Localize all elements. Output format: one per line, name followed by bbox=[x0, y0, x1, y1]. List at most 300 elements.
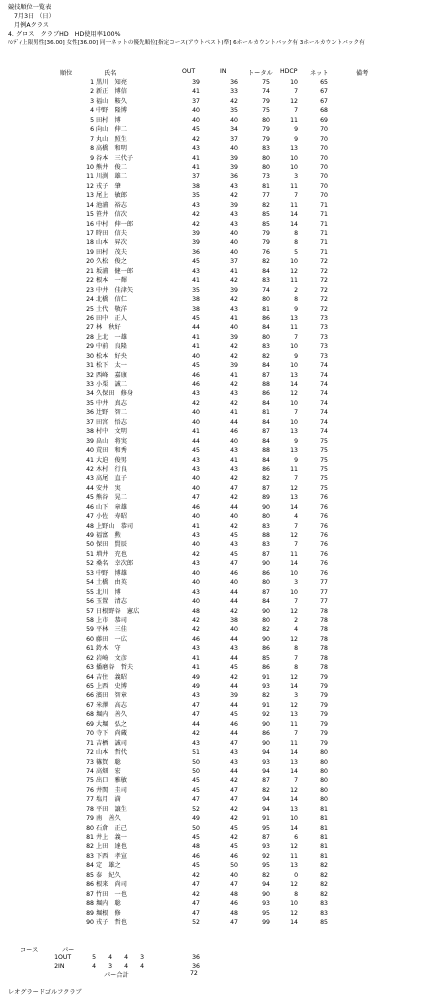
cell-net: 80 bbox=[320, 786, 328, 794]
cell-total: 75 bbox=[262, 107, 270, 115]
cell-name: 田中 正人 bbox=[96, 314, 127, 322]
cell-out: 46 bbox=[192, 381, 200, 388]
table-row bbox=[0, 625, 436, 634]
cell-name: 高橋 和明 bbox=[96, 145, 127, 153]
cell-in: 43 bbox=[230, 447, 238, 455]
cell-out: 42 bbox=[192, 730, 200, 738]
cell-name: 篠賀 聡 bbox=[96, 758, 121, 766]
cell-name: 増井 充也 bbox=[96, 550, 127, 558]
cell-hdcp: 10 bbox=[290, 79, 298, 86]
cell-in: 44 bbox=[230, 598, 238, 606]
course-name: IN bbox=[58, 963, 65, 970]
table-row bbox=[0, 87, 436, 96]
cell-net: 78 bbox=[320, 654, 328, 662]
cell-total: 86 bbox=[262, 390, 270, 398]
cell-name: 高畑 宏 bbox=[96, 767, 121, 775]
cell-hdcp: 7 bbox=[294, 730, 298, 738]
cell-out: 47 bbox=[192, 701, 200, 709]
cell-out: 42 bbox=[192, 890, 200, 898]
cell-hdcp: 12 bbox=[290, 532, 298, 539]
cell-net: 82 bbox=[320, 890, 328, 898]
course-sum: 36 bbox=[192, 963, 200, 970]
cell-name: 堀根 修 bbox=[96, 909, 121, 917]
cell-total: 73 bbox=[262, 173, 270, 181]
cell-in: 46 bbox=[230, 428, 238, 436]
cell-hdcp: 12 bbox=[290, 881, 298, 889]
table-row bbox=[0, 663, 436, 672]
class-name: 月例Aクラス bbox=[14, 22, 49, 29]
cell-net: 70 bbox=[320, 154, 328, 162]
table-row bbox=[0, 446, 436, 455]
cell-rank: 15 bbox=[86, 211, 94, 219]
cell-name: 中野 博雄 bbox=[96, 569, 127, 577]
cell-out: 38 bbox=[192, 296, 200, 304]
cell-hdcp: 10 bbox=[290, 815, 298, 823]
cell-rank: 1 bbox=[90, 79, 94, 86]
cell-out: 50 bbox=[192, 767, 200, 775]
cell-out: 40 bbox=[192, 579, 200, 587]
cell-hdcp: 7 bbox=[294, 409, 298, 417]
cell-total: 82 bbox=[262, 352, 270, 360]
cell-out: 43 bbox=[192, 645, 200, 653]
cell-rank: 52 bbox=[86, 560, 94, 568]
cell-rank: 68 bbox=[86, 711, 94, 719]
cell-out: 42 bbox=[192, 211, 200, 219]
table-row bbox=[0, 531, 436, 540]
cell-name: 吉栖 誠司 bbox=[96, 739, 127, 747]
cell-hdcp: 14 bbox=[290, 918, 298, 926]
cell-rank: 34 bbox=[86, 390, 94, 398]
cell-out: 44 bbox=[192, 720, 200, 728]
table-row bbox=[0, 824, 436, 833]
cell-name: 岩崎 文彦 bbox=[96, 654, 127, 662]
cell-hdcp: 14 bbox=[290, 767, 298, 775]
cell-out: 47 bbox=[192, 900, 200, 908]
cell-net: 71 bbox=[320, 248, 328, 256]
cell-out: 43 bbox=[192, 456, 200, 464]
cell-out: 50 bbox=[192, 824, 200, 832]
cell-total: 85 bbox=[262, 211, 270, 219]
cell-rank: 59 bbox=[86, 626, 94, 634]
cell-hdcp: 10 bbox=[290, 569, 298, 577]
cell-in: 47 bbox=[230, 739, 238, 747]
cell-in: 42 bbox=[230, 475, 238, 483]
cell-net: 65 bbox=[320, 79, 328, 86]
cell-hdcp: 7 bbox=[294, 192, 298, 200]
cell-net: 81 bbox=[320, 843, 328, 851]
cell-total: 80 bbox=[262, 296, 270, 304]
cell-total: 93 bbox=[262, 900, 270, 908]
table-row bbox=[0, 861, 436, 870]
cell-net: 72 bbox=[320, 305, 328, 313]
cell-rank: 44 bbox=[86, 484, 94, 492]
cell-name: 藤田 一広 bbox=[96, 635, 127, 643]
table-row bbox=[0, 323, 436, 332]
table-row bbox=[0, 456, 436, 465]
cell-net: 81 bbox=[320, 852, 328, 860]
cell-hdcp: 9 bbox=[294, 126, 298, 134]
cell-out: 50 bbox=[192, 758, 200, 766]
cell-net: 76 bbox=[320, 503, 328, 511]
cell-out: 47 bbox=[192, 711, 200, 719]
cell-net: 73 bbox=[320, 343, 328, 351]
table-row bbox=[0, 720, 436, 729]
cell-name: 西峰 嘉康 bbox=[96, 371, 127, 379]
cell-name: 久松 俊之 bbox=[96, 258, 127, 266]
cell-net: 76 bbox=[320, 532, 328, 539]
cell-rank: 28 bbox=[86, 333, 94, 341]
cell-hdcp: 14 bbox=[290, 381, 298, 388]
cell-name: 寺下 尚蔵 bbox=[96, 730, 127, 738]
cell-hdcp: 8 bbox=[294, 664, 298, 672]
cell-out: 39 bbox=[192, 230, 200, 237]
cell-net: 72 bbox=[320, 267, 328, 275]
table-row bbox=[0, 465, 436, 474]
cell-in: 40 bbox=[230, 437, 238, 445]
table-row bbox=[0, 512, 436, 521]
table-row bbox=[0, 673, 436, 682]
cell-hdcp: 10 bbox=[290, 163, 298, 171]
cell-rank: 74 bbox=[86, 767, 94, 775]
cell-total: 84 bbox=[262, 324, 270, 332]
cell-net: 78 bbox=[320, 664, 328, 672]
cell-net: 82 bbox=[320, 881, 328, 889]
cell-out: 41 bbox=[192, 163, 200, 171]
cell-net: 77 bbox=[320, 588, 328, 596]
cell-in: 43 bbox=[230, 182, 238, 190]
course-p3: 4 bbox=[124, 963, 128, 970]
cell-total: 74 bbox=[262, 88, 270, 96]
cell-hdcp: 11 bbox=[290, 739, 298, 747]
cell-name: 笹井 信次 bbox=[96, 211, 127, 219]
cell-hdcp: 11 bbox=[290, 465, 298, 473]
cell-hdcp: 8 bbox=[294, 239, 298, 247]
cell-net: 79 bbox=[320, 711, 328, 719]
cell-in: 41 bbox=[230, 456, 238, 464]
cell-hdcp: 14 bbox=[290, 220, 298, 228]
cell-in: 44 bbox=[230, 635, 238, 643]
cell-name: 根本 一輝 bbox=[96, 277, 127, 285]
cell-out: 52 bbox=[192, 805, 200, 813]
course-p4: 3 bbox=[140, 954, 144, 961]
cell-total: 79 bbox=[262, 126, 270, 134]
cell-in: 48 bbox=[230, 909, 238, 917]
cell-rank: 7 bbox=[90, 135, 94, 143]
table-row bbox=[0, 644, 436, 653]
cell-net: 80 bbox=[320, 758, 328, 766]
cell-hdcp: 11 bbox=[290, 852, 298, 860]
cell-name: 辻野 智二 bbox=[96, 409, 127, 417]
cell-in: 40 bbox=[230, 145, 238, 153]
cell-name: 泰 紀久 bbox=[96, 871, 121, 879]
table-row bbox=[0, 871, 436, 880]
cell-in: 42 bbox=[230, 805, 238, 813]
cell-name: 鈴木 守 bbox=[96, 645, 121, 653]
cell-in: 42 bbox=[230, 343, 238, 351]
cell-total: 93 bbox=[262, 683, 270, 690]
cell-out: 40 bbox=[192, 107, 200, 115]
cell-total: 80 bbox=[262, 616, 270, 624]
cell-out: 41 bbox=[192, 154, 200, 162]
par-total-value: 72 bbox=[190, 970, 198, 977]
cell-total: 84 bbox=[262, 437, 270, 445]
cell-name: 下西 孝宣 bbox=[96, 852, 127, 860]
table-row bbox=[0, 578, 436, 587]
table-row bbox=[0, 286, 436, 295]
cell-net: 75 bbox=[320, 437, 328, 445]
cell-total: 86 bbox=[262, 730, 270, 738]
cell-net: 76 bbox=[320, 560, 328, 568]
cell-name: 福富 勲 bbox=[96, 532, 121, 539]
cell-total: 88 bbox=[262, 532, 270, 539]
cell-hdcp: 12 bbox=[290, 484, 298, 492]
cell-in: 39 bbox=[230, 362, 238, 370]
table-row bbox=[0, 220, 436, 229]
cell-out: 36 bbox=[192, 248, 200, 256]
par-label: パー bbox=[62, 947, 75, 954]
cell-net: 73 bbox=[320, 333, 328, 341]
cell-out: 40 bbox=[192, 352, 200, 360]
cell-rank: 6 bbox=[90, 126, 94, 134]
cell-net: 74 bbox=[320, 399, 328, 407]
cell-out: 49 bbox=[192, 683, 200, 690]
cell-in: 43 bbox=[230, 758, 238, 766]
cell-name: 南 善久 bbox=[96, 815, 121, 823]
cell-name: 玉置 清志 bbox=[96, 598, 127, 606]
cell-in: 42 bbox=[230, 399, 238, 407]
cell-rank: 43 bbox=[86, 475, 94, 483]
table-row bbox=[0, 909, 436, 918]
cell-out: 38 bbox=[192, 305, 200, 313]
cell-total: 79 bbox=[262, 135, 270, 143]
cell-rank: 80 bbox=[86, 824, 94, 832]
cell-in: 39 bbox=[230, 286, 238, 294]
cell-in: 48 bbox=[230, 890, 238, 898]
cell-in: 45 bbox=[230, 824, 238, 832]
cell-in: 40 bbox=[230, 230, 238, 237]
cell-total: 86 bbox=[262, 569, 270, 577]
cell-total: 85 bbox=[262, 220, 270, 228]
cell-rank: 56 bbox=[86, 598, 94, 606]
cell-name: 木村 行良 bbox=[96, 465, 127, 473]
cell-hdcp: 7 bbox=[294, 777, 298, 785]
table-row bbox=[0, 522, 436, 531]
cell-hdcp: 11 bbox=[290, 182, 298, 190]
cell-rank: 72 bbox=[86, 749, 94, 757]
cell-rank: 63 bbox=[86, 664, 94, 672]
cell-rank: 39 bbox=[86, 437, 94, 445]
cell-hdcp: 5 bbox=[294, 248, 298, 256]
cell-net: 77 bbox=[320, 579, 328, 587]
cell-rank: 32 bbox=[86, 371, 94, 379]
cell-in: 36 bbox=[230, 173, 238, 181]
table-row bbox=[0, 540, 436, 549]
cell-total: 82 bbox=[262, 692, 270, 700]
cell-out: 45 bbox=[192, 314, 200, 322]
table-row bbox=[0, 201, 436, 210]
cell-hdcp: 3 bbox=[294, 579, 298, 587]
course-sum: 36 bbox=[192, 954, 200, 961]
cell-in: 40 bbox=[230, 324, 238, 332]
cell-total: 94 bbox=[262, 881, 270, 889]
cell-hdcp: 13 bbox=[290, 145, 298, 153]
table-row bbox=[0, 276, 436, 285]
cell-out: 43 bbox=[192, 201, 200, 209]
cell-total: 94 bbox=[262, 796, 270, 804]
table-row bbox=[0, 758, 436, 767]
cell-hdcp: 9 bbox=[294, 352, 298, 360]
cell-in: 42 bbox=[230, 97, 238, 105]
table-row bbox=[0, 172, 436, 181]
cell-out: 47 bbox=[192, 881, 200, 889]
cell-name: 北橋 信仁 bbox=[96, 296, 127, 304]
cell-out: 49 bbox=[192, 815, 200, 823]
cell-rank: 88 bbox=[86, 900, 94, 908]
cell-total: 82 bbox=[262, 786, 270, 794]
cell-rank: 23 bbox=[86, 286, 94, 294]
cell-in: 46 bbox=[230, 569, 238, 577]
cell-hdcp: 13 bbox=[290, 447, 298, 455]
table-row bbox=[0, 597, 436, 606]
cell-rank: 65 bbox=[86, 683, 94, 690]
cell-hdcp: 10 bbox=[290, 343, 298, 351]
cell-net: 78 bbox=[320, 626, 328, 634]
cell-net: 79 bbox=[320, 701, 328, 709]
cell-in: 47 bbox=[230, 560, 238, 568]
cell-hdcp: 7 bbox=[294, 333, 298, 341]
cell-net: 78 bbox=[320, 616, 328, 624]
cell-name: 川渕 雄二 bbox=[96, 173, 127, 181]
cell-hdcp: 14 bbox=[290, 683, 298, 690]
table-row bbox=[0, 767, 436, 776]
cell-net: 76 bbox=[320, 522, 328, 530]
cell-rank: 38 bbox=[86, 428, 94, 436]
cell-hdcp: 8 bbox=[294, 296, 298, 304]
cell-hdcp: 11 bbox=[290, 201, 298, 209]
cell-name: 日根野谷 憲広 bbox=[96, 607, 140, 615]
cell-rank: 11 bbox=[86, 173, 94, 181]
cell-name: 黒川 知亮 bbox=[96, 79, 127, 86]
cell-out: 42 bbox=[192, 399, 200, 407]
cell-hdcp: 7 bbox=[294, 107, 298, 115]
cell-name: 上田 達也 bbox=[96, 843, 127, 851]
cell-in: 47 bbox=[230, 881, 238, 889]
cell-in: 41 bbox=[230, 314, 238, 322]
cell-in: 37 bbox=[230, 135, 238, 143]
cell-rank: 89 bbox=[86, 909, 94, 917]
cell-name: 井関 圭司 bbox=[96, 786, 127, 794]
cell-rank: 3 bbox=[90, 97, 94, 105]
cell-rank: 12 bbox=[86, 182, 94, 190]
cell-net: 68 bbox=[320, 107, 328, 115]
club-name: レオグラードゴルフクラブ bbox=[8, 989, 82, 996]
cell-total: 90 bbox=[262, 890, 270, 898]
cell-in: 40 bbox=[230, 626, 238, 634]
cell-total: 86 bbox=[262, 314, 270, 322]
cell-total: 87 bbox=[262, 428, 270, 436]
cell-name: 林 秋好 bbox=[96, 324, 121, 332]
table-row bbox=[0, 569, 436, 578]
cell-rank: 75 bbox=[86, 777, 94, 785]
cell-in: 40 bbox=[230, 239, 238, 247]
cell-out: 45 bbox=[192, 862, 200, 870]
table-row bbox=[0, 710, 436, 719]
table-row bbox=[0, 852, 436, 861]
cell-total: 87 bbox=[262, 588, 270, 596]
cell-in: 33 bbox=[230, 88, 238, 96]
table-row bbox=[0, 333, 436, 342]
table-row bbox=[0, 474, 436, 483]
cell-net: 71 bbox=[320, 239, 328, 247]
cell-hdcp: 4 bbox=[294, 626, 298, 634]
cell-out: 42 bbox=[192, 550, 200, 558]
cell-out: 43 bbox=[192, 465, 200, 473]
cell-in: 40 bbox=[230, 248, 238, 256]
cell-total: 80 bbox=[262, 513, 270, 521]
cell-hdcp: 12 bbox=[290, 673, 298, 681]
cell-total: 95 bbox=[262, 862, 270, 870]
cell-rank: 53 bbox=[86, 569, 94, 577]
cell-rank: 71 bbox=[86, 739, 94, 747]
table-row bbox=[0, 314, 436, 323]
cell-name: 根来 尚司 bbox=[96, 881, 127, 889]
table-row bbox=[0, 125, 436, 134]
cell-in: 43 bbox=[230, 749, 238, 757]
col-total: トータル bbox=[248, 70, 273, 77]
course-name: OUT bbox=[58, 954, 72, 961]
cell-in: 35 bbox=[230, 107, 238, 115]
cell-total: 80 bbox=[262, 579, 270, 587]
cell-total: 92 bbox=[262, 852, 270, 860]
cell-rank: 27 bbox=[86, 324, 94, 332]
cell-net: 75 bbox=[320, 447, 328, 455]
cell-hdcp: 10 bbox=[290, 418, 298, 426]
cell-name: 上北 一雄 bbox=[96, 333, 127, 341]
cell-total: 87 bbox=[262, 484, 270, 492]
cell-name: 山本 昇次 bbox=[96, 239, 127, 247]
table-row bbox=[0, 399, 436, 408]
cell-in: 47 bbox=[230, 484, 238, 492]
cell-in: 42 bbox=[230, 522, 238, 530]
cell-rank: 36 bbox=[86, 409, 94, 417]
cell-in: 42 bbox=[230, 777, 238, 785]
cell-net: 80 bbox=[320, 749, 328, 757]
cell-name: 定 雄之 bbox=[96, 862, 121, 870]
cell-total: 87 bbox=[262, 834, 270, 841]
cell-out: 40 bbox=[192, 541, 200, 549]
cell-name: 保田 賢辰 bbox=[96, 541, 127, 549]
cell-total: 86 bbox=[262, 465, 270, 473]
cell-hdcp: 13 bbox=[290, 428, 298, 436]
cell-rank: 90 bbox=[86, 918, 94, 926]
cell-net: 67 bbox=[320, 88, 328, 96]
course-label: コース bbox=[20, 947, 39, 954]
cell-in: 39 bbox=[230, 692, 238, 700]
cell-hdcp: 6 bbox=[294, 834, 298, 841]
cell-in: 37 bbox=[230, 258, 238, 266]
cell-in: 45 bbox=[230, 664, 238, 672]
cell-net: 80 bbox=[320, 777, 328, 785]
cell-total: 75 bbox=[262, 79, 270, 86]
cell-hdcp: 13 bbox=[290, 314, 298, 322]
cell-total: 83 bbox=[262, 522, 270, 530]
cell-total: 90 bbox=[262, 607, 270, 615]
cell-name: 松本 好央 bbox=[96, 352, 127, 360]
table-row bbox=[0, 418, 436, 427]
table-row bbox=[0, 776, 436, 785]
table-row bbox=[0, 267, 436, 276]
cell-name: 尾上 敏郎 bbox=[96, 192, 127, 200]
